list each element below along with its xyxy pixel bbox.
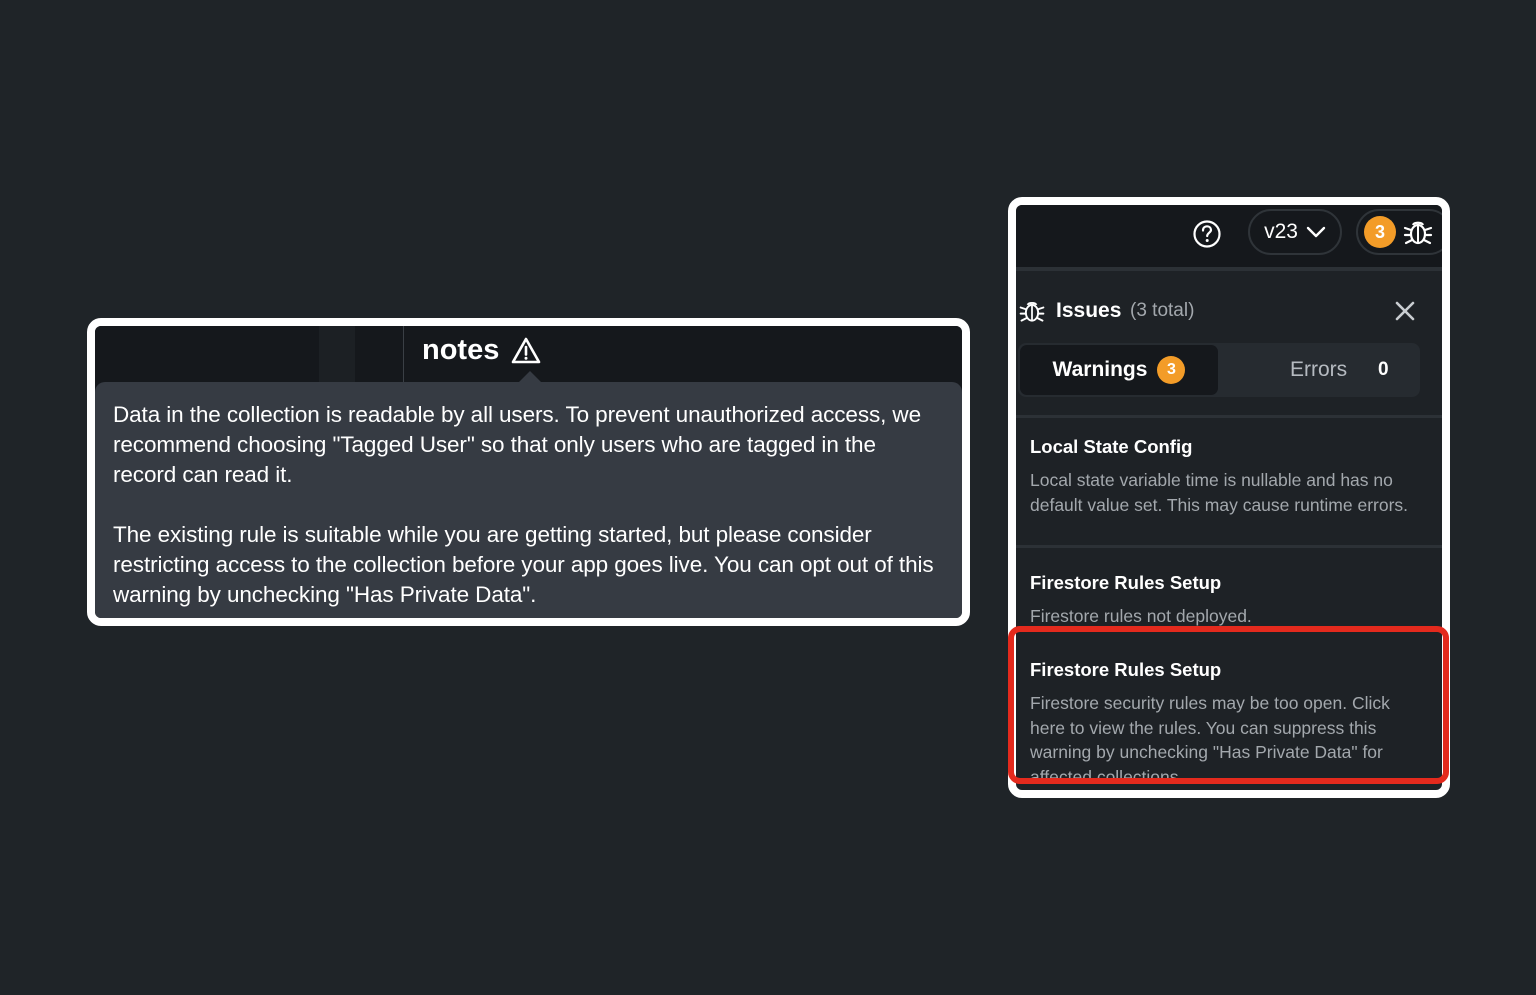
notes-tooltip-panel [87,318,970,626]
close-icon[interactable] [1394,300,1416,322]
notes-tooltip-body [95,382,962,618]
issues-panel [1008,197,1450,798]
list-divider [1016,415,1442,418]
issues-title-row [1016,295,1442,327]
tooltip-paragraph-2: The existing rule is suitable while you are getting started, but please consider restricting access to the collection before your app goes live. You can opt out of this warning by unchecking "Has Private Data". [113,522,934,607]
issues-total-count: (3 total) [1130,300,1195,321]
tab-warnings[interactable] [1020,345,1218,395]
issues-toggle-button[interactable] [1356,209,1450,255]
notes-column-header[interactable] [422,334,541,367]
toolbar-header [1016,205,1442,271]
issue-title: Firestore Rules Setup [1030,572,1222,593]
issue-item[interactable] [1016,570,1442,630]
version-selector[interactable] [1248,209,1342,255]
errors-count: 0 [1378,359,1389,380]
question-circle-icon[interactable] [1192,219,1222,249]
chevron-down-icon [1306,226,1326,238]
bug-icon [1402,216,1434,248]
issue-description: Local state variable time is nullable and has no default value set. This may cause runtime errors. [1030,470,1409,515]
warnings-count-badge: 3 [1157,356,1185,384]
tab-errors-label: Errors [1290,358,1348,381]
column-divider [403,326,404,382]
warning-triangle-icon [511,337,541,364]
tab-warnings-label: Warnings [1052,358,1148,381]
issue-title: Local State Config [1030,436,1193,457]
tab-errors[interactable] [1290,345,1347,395]
notes-column-title: notes [422,334,500,366]
issue-item-highlighted[interactable] [1016,657,1442,787]
issue-description: Firestore rules not deployed. [1030,606,1252,626]
issues-tabs [1018,343,1420,397]
item-divider [1016,545,1442,548]
issue-count-badge: 3 [1364,216,1396,248]
column-strip [319,326,355,382]
issue-description: Firestore security rules may be too open. Click here to view the rules. You can suppress this warning by unchecking "Has Private Data" for affected collections. [1030,693,1390,787]
tooltip-paragraph-1: Data in the collection is readable by all users. To prevent unauthorized access, we recommend choosing "Tagged User" so that only users who are tagged in the record can read it. [113,402,921,487]
bug-icon [1018,297,1046,325]
issues-title: Issues [1056,299,1122,322]
version-label: v23 [1264,220,1298,243]
issue-title: Firestore Rules Setup [1030,659,1222,680]
issue-item[interactable] [1016,434,1442,544]
